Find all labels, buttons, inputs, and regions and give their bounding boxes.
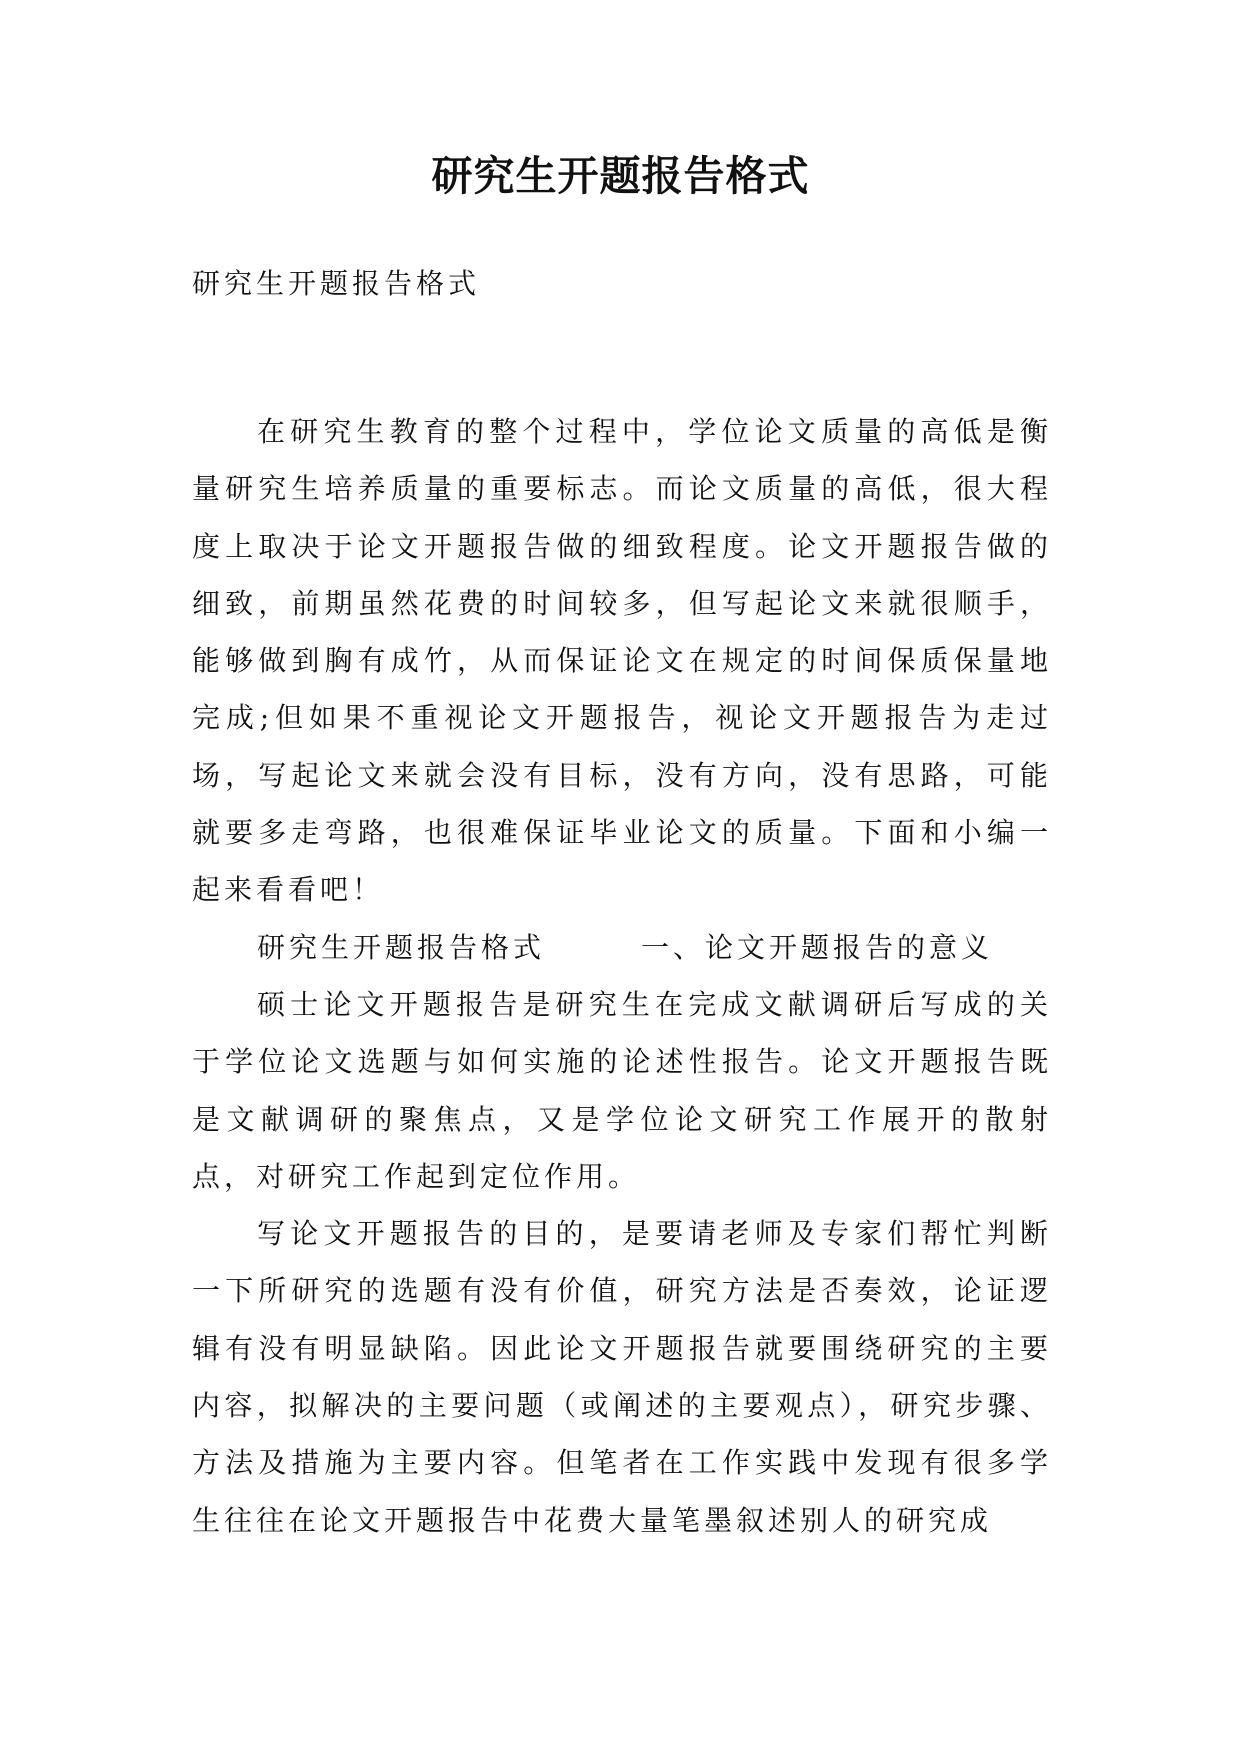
paragraph-intro: 在研究生教育的整个过程中，学位论文质量的高低是衡量研究生培养质量的重要标志。而论文质量的高低，很大程度上取决于论文开题报告做的细致程度。论文开题报告做的细致，前期虽然花费的时间较多，但写起论文来就很顺手，能够做到胸有成竹，从而保证论文在规定的时间保质保量地完成;但如果不重视论文开题报告，视论文开题报告为走过场，写起论文来就会没有目标，没有方向，没有思路，可能就要多走弯路，也很难保证毕业论文的质量。下面和小编一起来看看吧！ xyxy=(192,415,1052,907)
document-subtitle: 研究生开题报告格式 xyxy=(192,267,481,300)
document-title: 研究生开题报告格式 xyxy=(431,152,810,200)
document-body xyxy=(192,403,1052,1549)
paragraph-section-heading: 研究生开题报告格式 一、论文开题报告的意义 xyxy=(257,930,994,964)
paragraph-definition: 硕士论文开题报告是研究生在完成文献调研后写成的关于学位论文选题与如何实施的论述性报告。论文开题报告既是文献调研的聚焦点，又是学位论文研究工作展开的散射点，对研究工作起到定位作用。 xyxy=(192,987,1052,1193)
paragraph-purpose: 写论文开题报告的目的，是要请老师及专家们帮忙判断一下所研究的选题有没有价值，研究方法是否奏效，论证逻辑有没有明显缺陷。因此论文开题报告就要围绕研究的主要内容，拟解决的主要问题（或阐述的主要观点），研究步骤、方法及措施为主要内容。但笔者在工作实践中发现有很多学生往往在论文开题报告中花费大量笔墨叙述别人的研究成 xyxy=(192,1217,1052,1537)
